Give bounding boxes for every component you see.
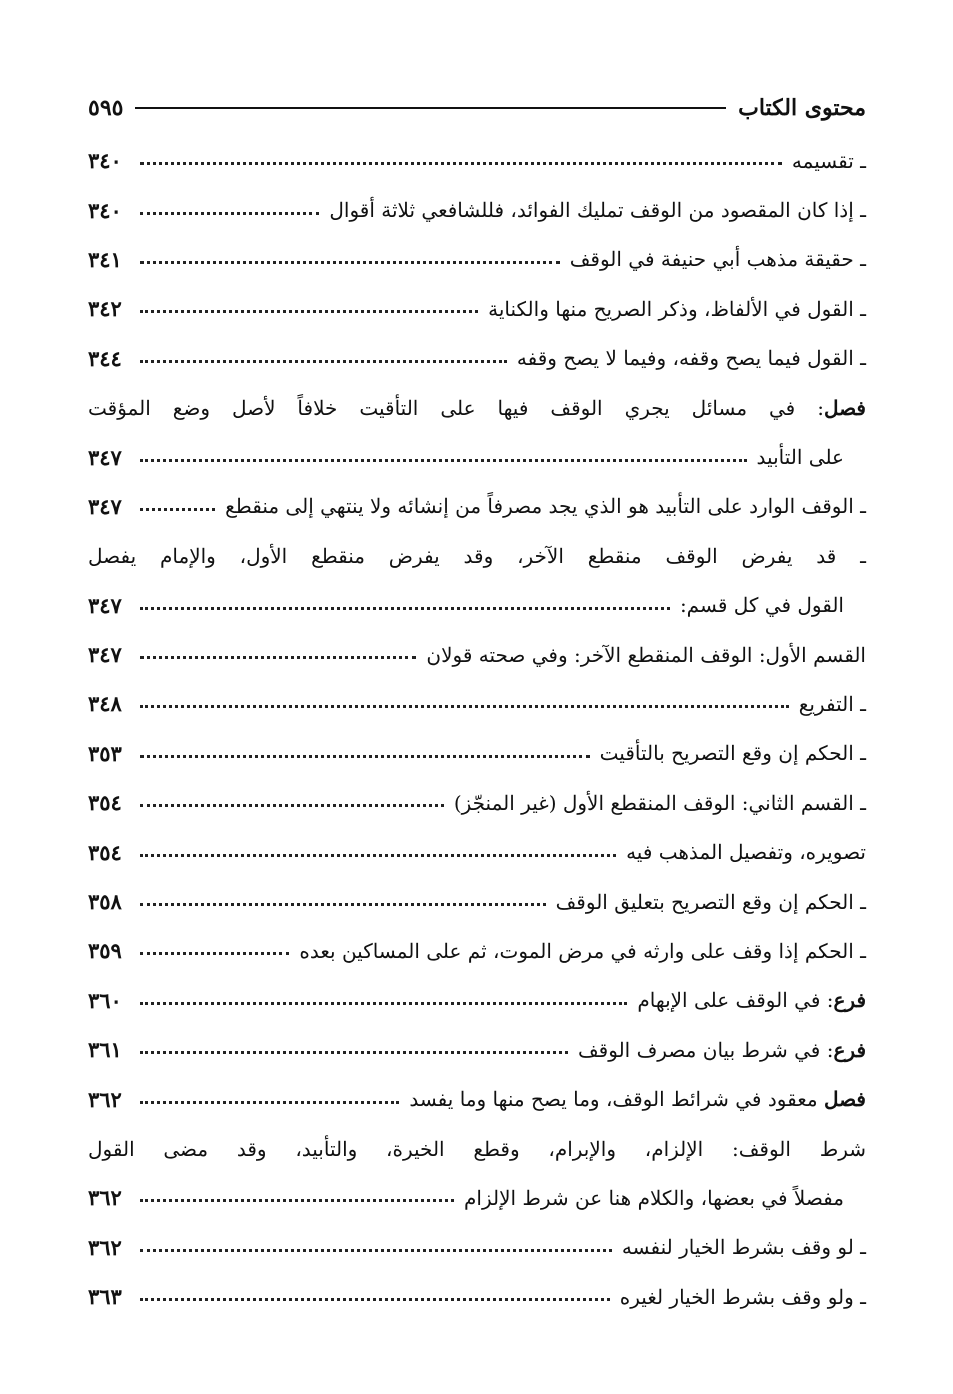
dot-leader (140, 705, 789, 708)
dot-leader (140, 607, 670, 610)
toc-entry-text: التفريع (798, 691, 854, 716)
toc-entry-label (680, 593, 844, 617)
toc-entry-page-number: ٣٤٠ (88, 148, 122, 174)
toc-entry-page-number: ٣٤٤ (88, 345, 122, 371)
toc-entry[interactable] (88, 531, 866, 580)
toc-entry[interactable] (88, 482, 866, 531)
toc-entry-text: مفصلاً في بعضها، والكلام هنا عن شرط الإلزام (464, 1185, 844, 1210)
toc-entry[interactable] (88, 1074, 866, 1123)
toc-entry-page-number: ٣٦٢ (88, 1086, 122, 1112)
toc-entry-page-number: ٣٥٤ (88, 839, 122, 865)
toc-entry-dash: ـ (836, 543, 866, 568)
toc-entry[interactable] (88, 1124, 866, 1173)
toc-entry-page-number: ٣٤٧ (88, 444, 122, 470)
toc-entry-page-number: ٣٤٨ (88, 691, 122, 717)
toc-entry-page-number: ٣٤٧ (88, 493, 122, 519)
toc-entry-label (464, 1186, 844, 1210)
toc-entry-page-number: ٣٥٩ (88, 938, 122, 964)
toc-entry-label (622, 1235, 866, 1259)
toc-entry-text: تقسيمه (791, 148, 854, 173)
header-rule (135, 107, 726, 109)
toc-entry-page-number: ٣٥٤ (88, 790, 122, 816)
toc-entry-text: تصويره، وتفصيل المذهب فيه (626, 840, 866, 865)
toc-entry-text: معقود في شرائط الوقف، وما يصح منها وما يفسد (409, 1087, 824, 1112)
toc-entry-dash: ـ (853, 148, 866, 173)
toc-entry-label (299, 939, 866, 963)
toc-entry-text: ولو وقف بشرط الخيار لغيره (619, 1284, 854, 1309)
dot-leader (140, 508, 215, 511)
toc-entry-text: لو وقف بشرط الخيار لنفسه (621, 1235, 854, 1260)
dot-leader (140, 854, 616, 857)
toc-entry-label (88, 544, 866, 568)
toc-entry-label (329, 198, 866, 222)
toc-entry-label (88, 1137, 866, 1161)
toc-entry-text: القول في كل قسم: (679, 593, 844, 618)
toc-entry-page-number: ٣٦٠ (88, 987, 122, 1013)
dot-leader (140, 1051, 568, 1054)
toc-entry-text: الوقف الوارد على التأبيد هو الذي يجد مصرفاً من إنشائه ولا ينتهي إلى منقطع (225, 494, 854, 519)
dot-leader (140, 1298, 610, 1301)
toc-entry-label (409, 1087, 866, 1111)
toc-entry[interactable] (88, 1223, 866, 1272)
toc-entry-page-number: ٣٥٨ (88, 889, 122, 915)
toc-entry-dash: ـ (853, 494, 866, 519)
toc-entry[interactable] (88, 729, 866, 778)
toc-entry-text: : في شرط بيان مصرف الوقف (577, 1037, 834, 1062)
toc-entry-page-number: ٣٤٠ (88, 197, 122, 223)
toc-entry-label (799, 692, 866, 716)
toc-entry[interactable] (88, 1025, 866, 1074)
toc-entry-page-number: ٣٤٧ (88, 592, 122, 618)
toc-entry-page-number: ٣٤٢ (88, 296, 122, 322)
toc-entry-text: القسم الأول: الوقف المنقطع الآخر: وفي صحته قولان (426, 642, 866, 667)
toc-entry-heading-word: فرع (833, 1037, 866, 1062)
toc-entry-label (225, 494, 866, 518)
toc-entry-dash: ـ (853, 1235, 866, 1260)
toc-entry-page-number: ٣٦٣ (88, 1284, 122, 1310)
dot-leader (140, 903, 546, 906)
toc-entry-dash: ـ (853, 938, 866, 963)
dot-leader (140, 656, 416, 659)
toc-entry-label (626, 840, 866, 864)
toc-entry[interactable] (88, 581, 866, 630)
toc-entry-text: قد يفرض الوقف منقطع الآخر، وقد يفرض منقطع الأول، والإمام يفصل (88, 543, 837, 568)
toc-entry-page-number: ٣٦٢ (88, 1234, 122, 1260)
toc-entry[interactable] (88, 1173, 866, 1222)
toc-entry-text: : في الوقف على الإبهام (637, 988, 834, 1013)
toc-entry[interactable] (88, 679, 866, 728)
toc-entry-label (454, 791, 866, 815)
toc-entry[interactable] (88, 976, 866, 1025)
toc-entry-dash: ـ (853, 296, 866, 321)
toc-entry-text: : في مسائل يجري الوقف فيها على التأقيت خلافاً لأصل وضع المؤقت (88, 395, 824, 420)
toc-entry-text: القول في الألفاظ، وذكر الصريح منها والكناية (488, 296, 854, 321)
toc-entry-dash: ـ (853, 889, 866, 914)
toc-entry[interactable] (88, 1272, 866, 1321)
header-title: محتوى الكتاب (738, 95, 866, 121)
toc-entry-dash: ـ (853, 1284, 866, 1309)
toc-entry[interactable] (88, 185, 866, 234)
dot-leader (140, 360, 507, 363)
dot-leader (140, 459, 747, 462)
toc-entry-label (88, 396, 866, 420)
toc-entry-label (488, 297, 866, 321)
toc-entry[interactable] (88, 284, 866, 333)
toc-entry[interactable] (88, 136, 866, 185)
toc-entry-label (578, 1038, 866, 1062)
dot-leader (140, 952, 289, 955)
toc-entry-text: على التأبيد (756, 445, 844, 470)
toc-entry-heading-word: فرع (833, 988, 866, 1013)
dot-leader (140, 755, 590, 758)
header-page-number: ٥٩٥ (88, 95, 124, 121)
toc-entry[interactable] (88, 432, 866, 481)
toc-entry-label (792, 149, 866, 173)
toc-entry-dash: ـ (853, 247, 866, 272)
dot-leader (140, 804, 444, 807)
toc-entry[interactable] (88, 630, 866, 679)
dot-leader (140, 1249, 612, 1252)
toc-entry-label (426, 643, 866, 667)
toc-entry[interactable] (88, 827, 866, 876)
dot-leader (140, 261, 560, 264)
toc-entry-heading-word: فصل (823, 395, 866, 420)
toc-entry-text: الحكم إذا وقف على وارثه في مرض الموت، ثم على المساكين بعده (299, 938, 854, 963)
toc-entry-label (517, 346, 866, 370)
toc-entry-label (637, 988, 866, 1012)
toc-entry-dash: ـ (853, 790, 866, 815)
dot-leader (140, 162, 782, 165)
dot-leader (140, 1199, 454, 1202)
toc-entry[interactable] (88, 334, 866, 383)
toc-entry-text: إذا كان المقصود من الوقف تمليك الفوائد، فللشافعي ثلاثة أقوال (329, 198, 854, 223)
toc-entry-text: القول فيما يصح وقفه، وفيما لا يصح وقفه (516, 346, 854, 371)
toc-entry[interactable] (88, 778, 866, 827)
toc-entry-page-number: ٣٥٣ (88, 740, 122, 766)
toc-entry-dash: ـ (853, 198, 866, 223)
toc-entry-label (600, 741, 866, 765)
toc-entry-text: الحكم إن وقع التصريح بالتأقيت (599, 741, 854, 766)
dot-leader (140, 1002, 627, 1005)
toc-entry[interactable] (88, 926, 866, 975)
toc-entry-text: حقيقة مذهب أبي حنيفة في الوقف (569, 247, 854, 272)
toc-entry-page-number: ٣٤٧ (88, 642, 122, 668)
toc-entry[interactable] (88, 877, 866, 926)
toc-entry-page-number: ٣٤١ (88, 246, 122, 272)
toc-entry-label (757, 445, 844, 469)
toc-entry-label (620, 1285, 866, 1309)
dot-leader (140, 1101, 399, 1104)
toc-entry-text: القسم الثاني: الوقف المنقطع الأول (غير المنجّز) (453, 790, 854, 815)
running-header (88, 86, 866, 130)
toc-entry-text: شرط الوقف: الإلزام، والإبرام، وقطع الخيرة، والتأبيد، وقد مضى القول (88, 1136, 866, 1161)
toc-entry-dash: ـ (853, 691, 866, 716)
toc-entry-dash: ـ (853, 741, 866, 766)
toc-entry-dash: ـ (853, 346, 866, 371)
dot-leader (140, 310, 478, 313)
toc-entry-page-number: ٣٦١ (88, 1037, 122, 1063)
toc-entry-label (556, 890, 866, 914)
toc-entry[interactable] (88, 235, 866, 284)
toc-entry-heading-word: فصل (823, 1087, 866, 1112)
toc-entry-text: الحكم إن وقع التصريح بتعليق الوقف (555, 889, 854, 914)
table-of-contents (88, 136, 866, 1321)
toc-entry-label (570, 247, 866, 271)
toc-entry-page-number: ٣٦٢ (88, 1185, 122, 1211)
toc-entry[interactable] (88, 383, 866, 432)
dot-leader (140, 212, 319, 215)
